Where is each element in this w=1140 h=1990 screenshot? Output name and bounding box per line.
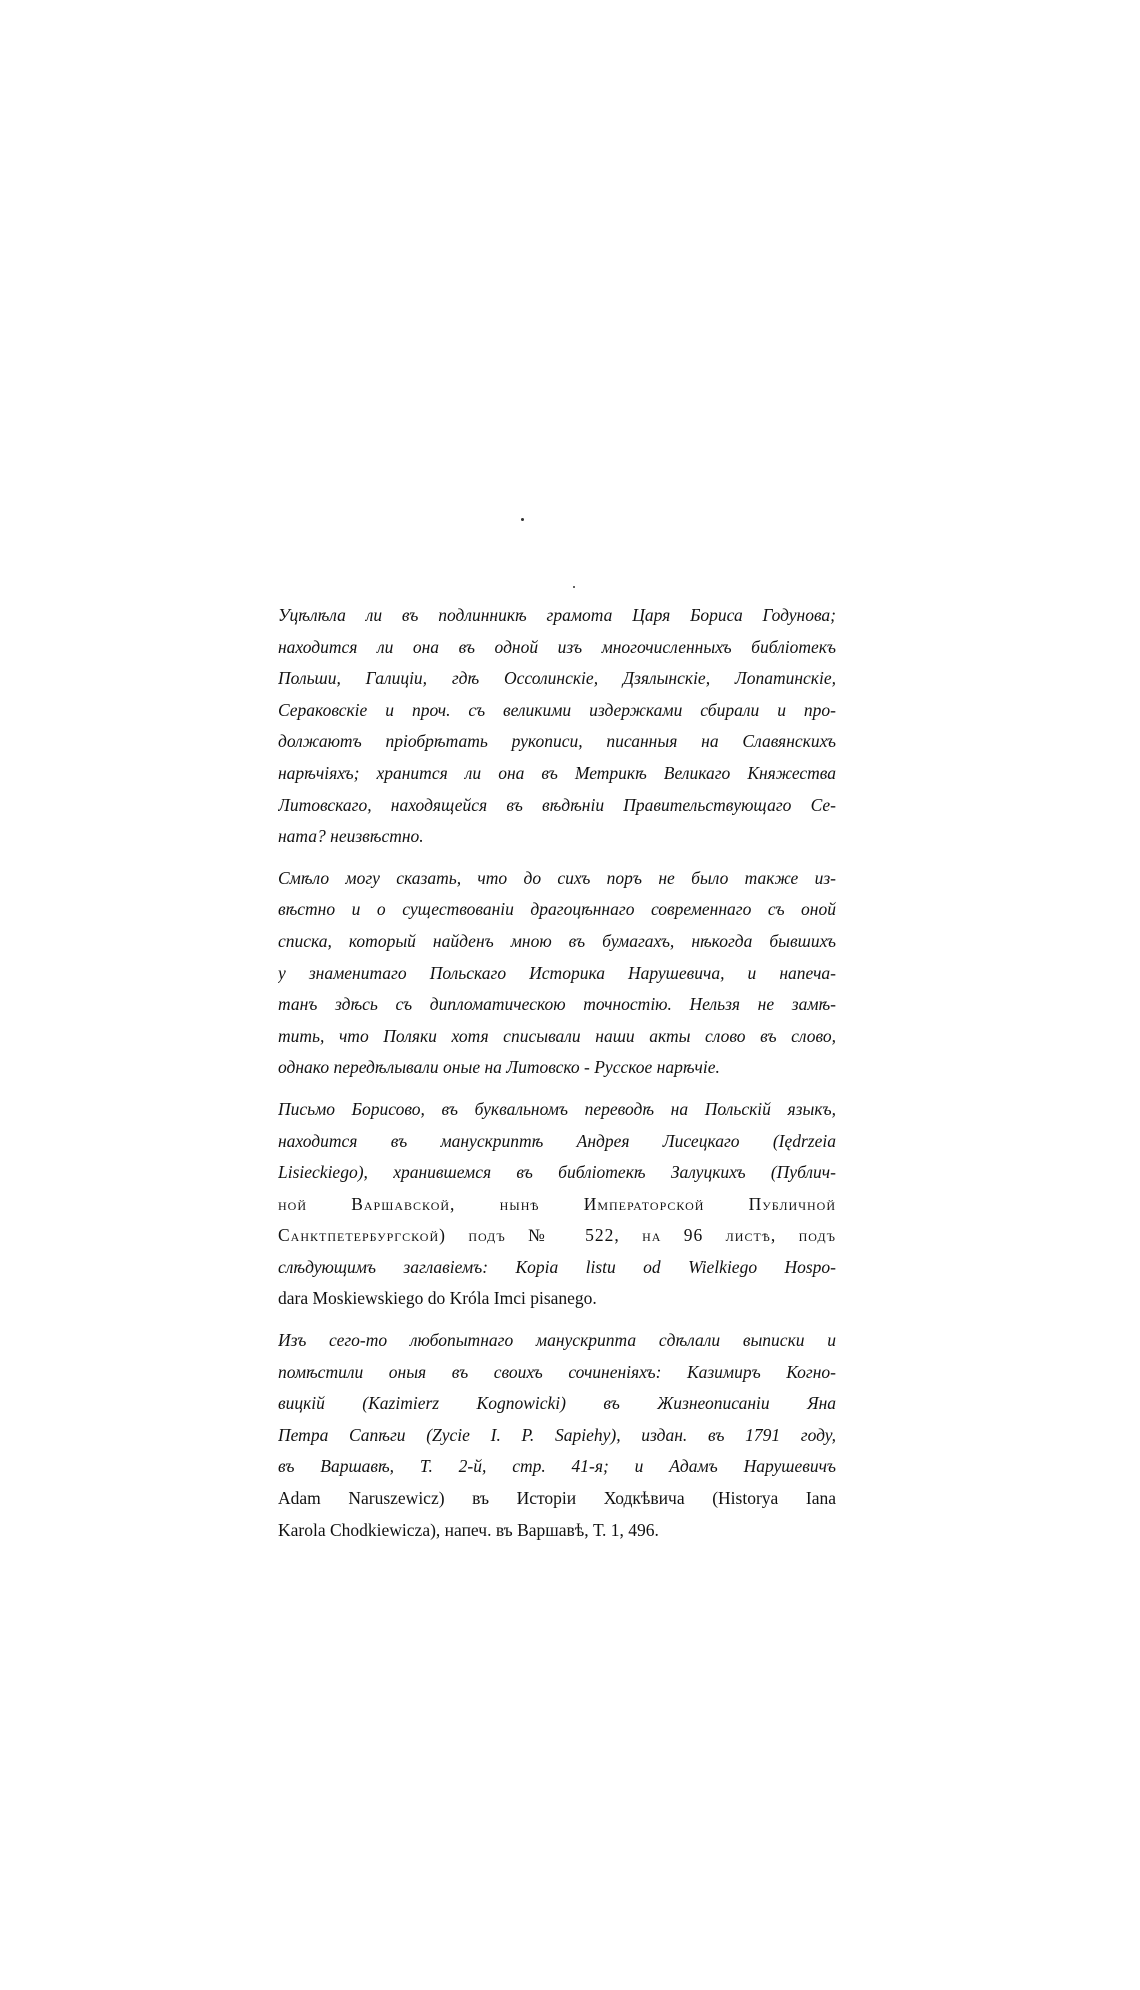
text-line: въ Варшавѣ, Т. 2-й, стр. 41-я; и Адамъ Нарушевичъ bbox=[278, 1456, 836, 1477]
text-line: Санктпетербургской) подъ № 522, на 96 листѣ, подъ bbox=[278, 1225, 836, 1246]
text-line: Изъ сего-то любопытнаго манускрипта сдѣлали выписки и bbox=[278, 1330, 836, 1351]
text-line: Adam Naruszewicz) въ Исторіи Ходкѣвича (Historya Iana bbox=[278, 1488, 836, 1509]
text-line: находится ли она въ одной изъ многочисленныхъ библіотекъ bbox=[278, 636, 836, 657]
text-line: тить, что Поляки хотя списывали наши акты слово въ слово, bbox=[278, 1025, 836, 1046]
paragraph-3 bbox=[278, 1094, 836, 1315]
text-line: Уцѣлѣла ли въ подлинникѣ грамота Царя Бориса Годунова; bbox=[278, 605, 836, 625]
text-line: слѣдующимъ заглавіемъ: Kopia listu od Wielkiego Hospo- bbox=[278, 1256, 836, 1277]
text-line: Karola Chodkiewicza), напеч. въ Варшавѣ, Т. 1, 496. bbox=[278, 1519, 659, 1540]
dust-speck bbox=[573, 586, 575, 588]
text-line: находится въ манускриптѣ Андрея Лисецкаго (Iędrzeia bbox=[278, 1130, 836, 1151]
text-line: Письмо Борисово, въ буквальномъ переводѣ на Польскій языкъ, bbox=[278, 1098, 836, 1119]
dust-speck bbox=[521, 518, 524, 521]
paragraph-1 bbox=[278, 600, 836, 853]
document-text bbox=[278, 600, 836, 1556]
text-line: должаютъ пріобрѣтать рукописи, писанныя на Славянскихъ bbox=[278, 731, 836, 752]
text-line: dara Moskiewskiego do Króla Imci pisanego. bbox=[278, 1288, 597, 1309]
text-line: танъ здѣсь съ дипломатическою точностію. Нельзя не замѣ- bbox=[278, 994, 836, 1015]
text-line: списка, который найденъ мною въ бумагахъ, нѣкогда бывшихъ bbox=[278, 930, 836, 951]
text-line: Смѣло могу сказать, что до сихъ поръ не было также из- bbox=[278, 867, 836, 888]
text-line: ната? неизвѣстно. bbox=[278, 826, 424, 847]
text-line: Lisieckiego), хранившемся въ библіотекѣ Залуцкихъ (Публич- bbox=[278, 1162, 836, 1183]
text-line: ной Варшавской, нынѣ Императорской Публичной bbox=[278, 1193, 836, 1214]
text-line: у знаменитаго Польскаго Историка Нарушевича, и напеча- bbox=[278, 962, 836, 983]
text-line: Польши, Галиціи, гдѣ Оссолинскіе, Дзялынскіе, Лопатинскіе, bbox=[278, 668, 836, 689]
paragraph-2 bbox=[278, 863, 836, 1084]
text-line: однако передѣлывали оные на Литовско - Русское нарѣчіе. bbox=[278, 1057, 720, 1078]
paragraph-4 bbox=[278, 1325, 836, 1546]
text-line: Литовскаго, находящейся въ вѣдѣніи Правительствующаго Се- bbox=[278, 794, 836, 815]
text-line: вѣстно и о существованіи драгоцѣннаго современнаго съ оной bbox=[278, 899, 836, 920]
text-line: помѣстили оныя въ своихъ сочиненіяхъ: Казимиръ Когно- bbox=[278, 1361, 836, 1382]
text-line: Петра Сапѣги (Zycie I. P. Sapiehy), издан. въ 1791 году, bbox=[278, 1424, 836, 1445]
text-line: нарѣчіяхъ; хранится ли она въ Метрикѣ Великаго Княжества bbox=[278, 762, 836, 783]
text-line: Сераковскіе и проч. съ великими издержками сбирали и про- bbox=[278, 699, 836, 720]
text-line: вицкій (Kazimierz Kognowicki) въ Жизнеописаніи Яна bbox=[278, 1393, 836, 1414]
